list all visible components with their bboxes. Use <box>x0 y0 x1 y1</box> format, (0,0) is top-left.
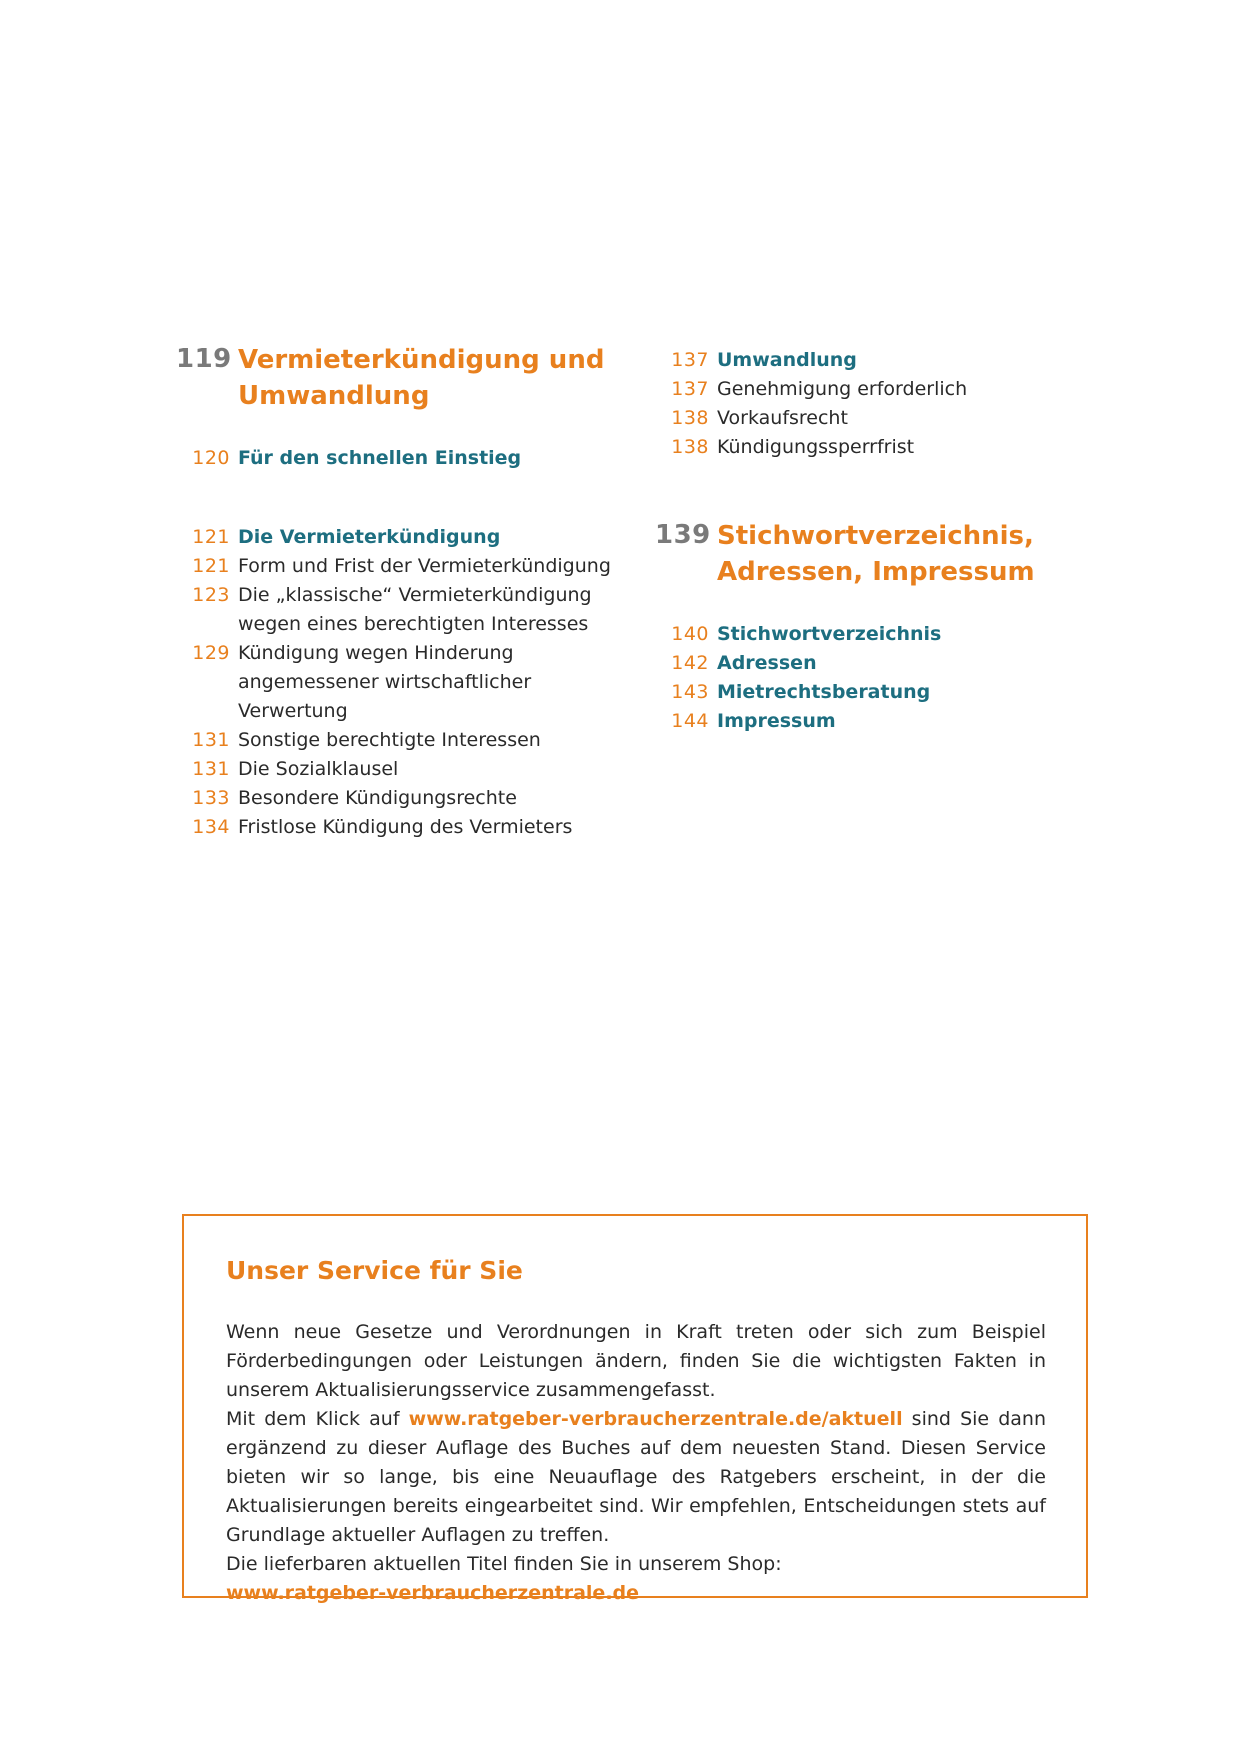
toc-entry <box>176 444 636 473</box>
toc-entry <box>655 375 1035 404</box>
page-number: 144 <box>671 710 709 732</box>
toc-entry <box>655 404 1035 433</box>
entry-title: Mietrechtsberatung <box>717 681 931 703</box>
page-number: 133 <box>192 787 230 809</box>
page-number: 138 <box>671 407 709 429</box>
toc-chapter <box>176 342 636 414</box>
service-body <box>226 1318 1046 1608</box>
service-paragraph: Die lieferbaren aktuellen Titel finden Sie in unserem Shop: <box>226 1553 782 1575</box>
toc-entry <box>176 755 636 784</box>
page-number: 143 <box>671 681 709 703</box>
toc-entry <box>655 707 1035 736</box>
service-paragraph: Mit dem Klick auf www.ratgeber-verbraucherzentrale.de/aktuell sind Sie dann ergänzend zu dieser Auflage des Buches auf dem neuesten Stand. Diesen Service bieten wir so lange, bis eine Neuauflage des Ratgebers erscheint, in der die Aktualisierungen bereits eingearbeitet sind. Wir empfehlen, Entscheidungen stets auf Grundlage aktueller Auflagen zu treffen. <box>226 1408 1046 1546</box>
toc-right-column <box>655 346 1035 736</box>
page-number: 142 <box>671 652 709 674</box>
entry-title: Die „klassische“ Vermieterkündigung wegen eines berechtigten Interesses <box>238 584 592 635</box>
entry-title: Besondere Kündigungsrechte <box>238 787 517 809</box>
service-box <box>182 1214 1088 1604</box>
entry-title: Für den schnellen Einstieg <box>238 447 522 469</box>
shop-link[interactable]: www.ratgeber-verbraucherzentrale.de <box>226 1582 640 1604</box>
entry-title: Fristlose Kündigung des Vermieters <box>238 816 573 838</box>
chapter-number: 119 <box>176 344 232 374</box>
page-number: 137 <box>671 349 709 371</box>
entry-title: Stichwortverzeichnis <box>717 623 942 645</box>
toc-entry <box>176 726 636 755</box>
page-number: 131 <box>192 758 230 780</box>
page-number: 123 <box>192 584 230 606</box>
entry-title: Genehmigung erforderlich <box>717 378 968 400</box>
page-number: 138 <box>671 436 709 458</box>
entry-title: Die Sozialklausel <box>238 758 399 780</box>
page-number: 131 <box>192 729 230 751</box>
entry-title: Die Vermieterkündigung <box>238 526 501 548</box>
page-number: 121 <box>192 526 230 548</box>
toc-left-column <box>176 342 636 842</box>
entry-title: Kündigungssperrfrist <box>717 436 915 458</box>
entry-title: Umwandlung <box>717 349 857 371</box>
toc-entry <box>655 433 1035 462</box>
toc-chapter <box>655 518 1035 590</box>
entry-title: Kündigung wegen Hinderung angemessener wirtschaftlicher Verwertung <box>238 642 532 722</box>
page-number: 134 <box>192 816 230 838</box>
toc-entry <box>176 784 636 813</box>
toc-entry <box>655 649 1035 678</box>
page-number: 120 <box>192 447 230 469</box>
page-number: 137 <box>671 378 709 400</box>
service-title: Unser Service für Sie <box>226 1256 523 1285</box>
toc-entry <box>655 346 1035 375</box>
entry-title: Sonstige berechtigte Interessen <box>238 729 541 751</box>
toc-entry <box>655 678 1035 707</box>
entry-title: Vorkaufsrecht <box>717 407 848 429</box>
chapter-title: Stichwortverzeichnis, Adressen, Impressum <box>717 521 1035 587</box>
toc-entry <box>655 620 1035 649</box>
toc-entry <box>176 639 636 726</box>
page-number: 140 <box>671 623 709 645</box>
toc-entry <box>176 581 636 639</box>
update-link[interactable]: www.ratgeber-verbraucherzentrale.de/aktuell <box>408 1408 903 1430</box>
entry-title: Form und Frist der Vermieterkündigung <box>238 555 611 577</box>
entry-title: Impressum <box>717 710 836 732</box>
toc-entry <box>176 552 636 581</box>
entry-title: Adressen <box>717 652 817 674</box>
chapter-number: 139 <box>655 520 711 550</box>
toc-entry <box>176 523 636 552</box>
toc-entry <box>176 813 636 842</box>
page-number: 121 <box>192 555 230 577</box>
service-paragraph: Wenn neue Gesetze und Verordnungen in Kraft treten oder sich zum Beispiel Förderbedingungen oder Leistungen ändern, finden Sie die wichtigsten Fakten in unserem Aktualisierungsservice zusammengefasst. <box>226 1321 1046 1401</box>
service-paragraph <box>226 1579 1046 1608</box>
page-number: 129 <box>192 642 230 664</box>
chapter-title: Vermieterkündigung und Umwandlung <box>238 345 605 411</box>
